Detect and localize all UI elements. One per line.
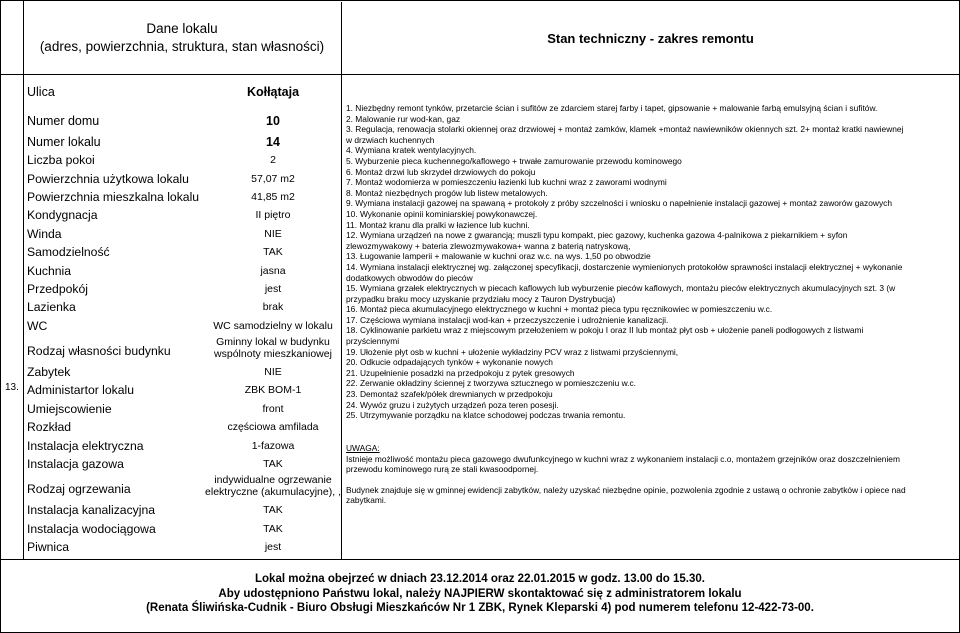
scope-item: 14. Wymiana instalacji elektrycznej wg. załączonej specyfikacji, dostarczenie wymienionych protokołów sprawności instalacji elektrycznej + wykonanie	[346, 261, 903, 272]
scope-item: 21. Uzupełnienie posadzki na przedpokoju z pytek gresowych	[346, 367, 575, 378]
detail-label: Samodzielność	[27, 245, 110, 260]
notice-extra-line: zabytkami.	[346, 495, 387, 506]
detail-label: Numer domu	[27, 114, 100, 128]
detail-row	[27, 152, 339, 170]
notice-line: Istnieje możliwość montażu pieca gazowego dwufunkcyjnego w kuchni wraz z wykonaniem instalacji c.o, montażem grzejników oraz doszczelnieniem	[346, 453, 900, 464]
detail-row	[27, 299, 339, 317]
detail-value: 1-fazowa	[251, 439, 295, 452]
header-rule	[1, 74, 959, 75]
scope-item: 3. Regulacja, renowacja stolarki okiennej oraz drzwiowej + montaż zamków, klamek +montaż nawiewników okiennych szt. 2+ montaż kratki nawiewnej	[346, 124, 904, 135]
detail-row	[27, 318, 339, 336]
detail-label: Lazienka	[27, 300, 76, 315]
detail-label: Kondygnacja	[27, 208, 98, 223]
detail-value: TAK	[263, 458, 283, 471]
scope-item: 13. Ługowanie lamperii + malowanie w kuchni oraz w.c. na wys. 1,50 po obwodzie	[346, 251, 651, 262]
scope-item: zlewozmywakowy + bateria zlewozmywakowa+ wanna z baterią natryskową,	[346, 240, 631, 251]
detail-value-line: wspólnoty mieszkaniowej	[214, 347, 332, 360]
detail-label: Liczba pokoi	[27, 153, 95, 168]
detail-value-line: elektryczne (akumulacyjne), ,	[205, 485, 341, 498]
detail-label: Winda	[27, 226, 62, 241]
header-left	[23, 2, 342, 74]
detail-row	[27, 521, 339, 539]
notice-title: UWAGA:	[346, 443, 380, 453]
detail-row	[27, 226, 339, 244]
detail-value-line: indywidualne ogrzewanie	[214, 474, 332, 487]
scope-item: 20. Odkucie odpadających tynków + wykonanie nowych	[346, 357, 553, 368]
scope-item: 2. Malowanie rur wod-kan, gaz	[346, 113, 461, 124]
detail-value: 14	[266, 134, 280, 149]
detail-value-line: Gminny lokal w budynku	[216, 336, 330, 349]
detail-value: 2	[270, 154, 276, 167]
detail-row	[27, 456, 339, 474]
scope-item: w drzwiach kuchennych	[346, 134, 435, 145]
detail-row	[27, 171, 339, 189]
detail-value: TAK	[263, 246, 283, 259]
detail-label: Powierzchnia użytkowa lokalu	[27, 171, 189, 186]
detail-row	[27, 132, 339, 153]
scope-item: 18. Cyklinowanie parkietu wraz z miejscowym przełożeniem w pokoju I oraz II lub montaż płyt osb + ułożenie paneli podłogowych z listwami	[346, 325, 864, 336]
scope-item: 5. Wyburzenie pieca kuchennego/kaflowego + trwałe zamurowanie przewodu kominowego	[346, 155, 682, 166]
detail-value: TAK	[263, 504, 283, 517]
scope-item: 22. Zerwanie okładziny ściennej z tworzywa sztucznego w pomieszczeniu w.c.	[346, 378, 636, 389]
detail-row	[27, 419, 339, 437]
detail-label: Powierzchnia mieszkalna lokalu	[27, 189, 200, 204]
detail-row	[27, 539, 339, 557]
detail-label: Rozkład	[27, 420, 72, 435]
scope-list	[346, 103, 956, 421]
detail-row	[27, 207, 339, 225]
notice-extra-line: Budynek znajduje się w gminnej ewidencji zabytków, należy uzyskać niezbędne opinie, pozwolenia zgodnie z ustawą o ochronie zabytków i opiece nad	[346, 484, 906, 495]
header-left-line2: (adres, powierzchnia, struktura, stan własności)	[39, 39, 325, 54]
detail-label: Instalacja gazowa	[27, 457, 124, 472]
detail-label: Instalacja kanalizacyjna	[27, 503, 156, 518]
detail-row	[27, 438, 339, 456]
scope-item: 9. Wymiana instalacji gazowej na spawaną + protokoły z próby szczelności i wniosku o napełnienie instalacji gazowej + montaż zaworów gazowych	[346, 198, 892, 209]
scope-item: 23. Demontaż szafek/półek drewnianych w przedpokoju	[346, 389, 553, 400]
scope-item: 7. Montaż wodomierza w pomieszczeniu łazienki lub kuchni wraz z zaworami wodnymi	[346, 177, 667, 188]
scope-item: 16. Montaż pieca akumulacyjnego elektrycznego w kuchni + montaż pieca typu ręcznikowiec w pomieszczeniu w.c.	[346, 304, 773, 315]
detail-value	[203, 337, 343, 360]
scope-item: 17. Częściowa wymiana instalacji wod-kan + przeczyszczenie i udrożnienie kanalizacji.	[346, 314, 669, 325]
detail-row	[27, 189, 339, 207]
detail-value: TAK	[263, 522, 283, 535]
detail-label: Numer lokalu	[27, 134, 101, 149]
detail-row	[27, 401, 339, 419]
scope-item: 25. Utrzymywanie porządku na klatce schodowej podczas trwania remontu.	[346, 410, 626, 421]
scope-item: 1. Niezbędny remont tynków, przetarcie ścian i sufitów ze zdarciem starej farby i tapet, gipsowanie + malowanie farbą emulsyjną ścian i sufitów.	[346, 103, 878, 113]
detail-label: Instalacja elektryczna	[27, 438, 144, 453]
detail-value: ZBK BOM-1	[244, 384, 302, 397]
scope-item: 8. Montaż niezbędnych progów lub listew metalowych.	[346, 187, 548, 198]
detail-value: Kołłątaja	[246, 85, 300, 99]
details-list	[27, 81, 339, 558]
detail-label: Przedpokój	[27, 281, 88, 296]
detail-value: jasna	[260, 264, 286, 277]
detail-row	[27, 336, 339, 364]
detail-row	[27, 502, 339, 520]
detail-label: Piwnica	[27, 540, 69, 555]
scope-item: 19. Ułożenie płyt osb w kuchni + ułożenie wykładziny PCV wraz z listwami przyściennymi,	[346, 346, 679, 357]
detail-value: jest	[264, 541, 282, 554]
detail-label: Administartor lokalu	[27, 383, 135, 398]
detail-label: Umiejscowienie	[27, 401, 112, 416]
detail-value: 10	[266, 114, 280, 128]
detail-value: NIE	[264, 366, 282, 379]
detail-value: 57,07 m2	[251, 172, 295, 185]
detail-value: II piętro	[255, 209, 291, 222]
notice-line: przewodu kominowego rurą ze stali kwasoodpornej.	[346, 464, 539, 475]
scope-item: przypadku braku mocy uzyskanie przydziału mocy z Tauron Dystrybucja)	[346, 293, 616, 304]
scope-item: 11. Montaż kranu dla pralki w łazience lub kuchni.	[346, 219, 530, 230]
detail-row	[27, 281, 339, 299]
scope-item: 24. Wywóz gruzu i zużytych urządzeń poza teren posesji.	[346, 399, 559, 410]
detail-value: WC samodzielny w lokalu	[213, 319, 333, 332]
detail-label: Rodzaj ogrzewania	[27, 482, 131, 497]
scope-item: 6. Montaż drzwi lub skrzydeł drzwiowych do pokoju	[346, 166, 536, 177]
detail-label: Ulica	[27, 85, 55, 99]
detail-row	[27, 263, 339, 281]
scope-item: 4. Wymiana kratek wentylacyjnych.	[346, 145, 477, 156]
header-right: Stan techniczny - zakres remontu	[547, 30, 754, 46]
detail-label: Instalacja wodociągowa	[27, 521, 156, 536]
header-left-line1: Dane lokalu	[146, 21, 218, 36]
detail-label: Zabytek	[27, 365, 71, 380]
footer-line3: (Renata Śliwińska-Cudnik - Biuro Obsługi Mieszkańców Nr 1 ZBK, Rynek Kleparski 4) pod numerem telefonu 12-422-73-00.	[146, 602, 814, 615]
detail-value	[203, 475, 343, 498]
detail-value: front	[262, 402, 284, 415]
detail-value: NIE	[264, 227, 282, 240]
detail-row	[27, 364, 339, 382]
detail-label: Kuchnia	[27, 263, 72, 278]
detail-row	[27, 244, 339, 262]
detail-value: 41,85 m2	[251, 190, 295, 203]
detail-row	[27, 474, 339, 502]
footer-line2: Aby udostępniono Państwu lokal, należy NAJPIERW skontaktować się z administratorem lokalu	[218, 587, 742, 600]
detail-row	[27, 81, 339, 111]
scope-item: 10. Wykonanie opinii kominiarskiej powykonawczej.	[346, 208, 538, 219]
detail-value: brak	[262, 301, 284, 314]
detail-value: jest	[264, 282, 282, 295]
scope-item: 15. Wymiana grzałek elektrycznych w piecach kaflowych lub wyburzenie pieców kaflowych, montażu pieców elektrycznych akumulacyjnych szt. 3 (w	[346, 283, 896, 294]
scope-item: 12. Wymiana urządzeń na nowe z gwarancją; muszli typu kompakt, piec gazowy, kuchenka gazowa 4-palnikowa z piekarnikiem + syfon	[346, 230, 848, 241]
footer-rule	[1, 559, 959, 560]
footer-line1: Lokal można obejrzeć w dniach 23.12.2014 oraz 22.01.2015 w godz. 13.00 do 15.30.	[255, 573, 705, 585]
row-index: 13.	[5, 382, 19, 393]
scope-item: przyściennymi	[346, 336, 400, 347]
index-column	[1, 75, 24, 559]
scope-item: dodatkowych obwodów do pieców	[346, 272, 473, 283]
detail-row	[27, 382, 339, 400]
detail-value: częściowa amfilada	[227, 421, 319, 434]
detail-row	[27, 111, 339, 132]
detail-label: WC	[27, 318, 48, 333]
footer	[1, 572, 959, 616]
notice	[346, 443, 956, 506]
detail-label: Rodzaj własności budynku	[27, 344, 171, 359]
